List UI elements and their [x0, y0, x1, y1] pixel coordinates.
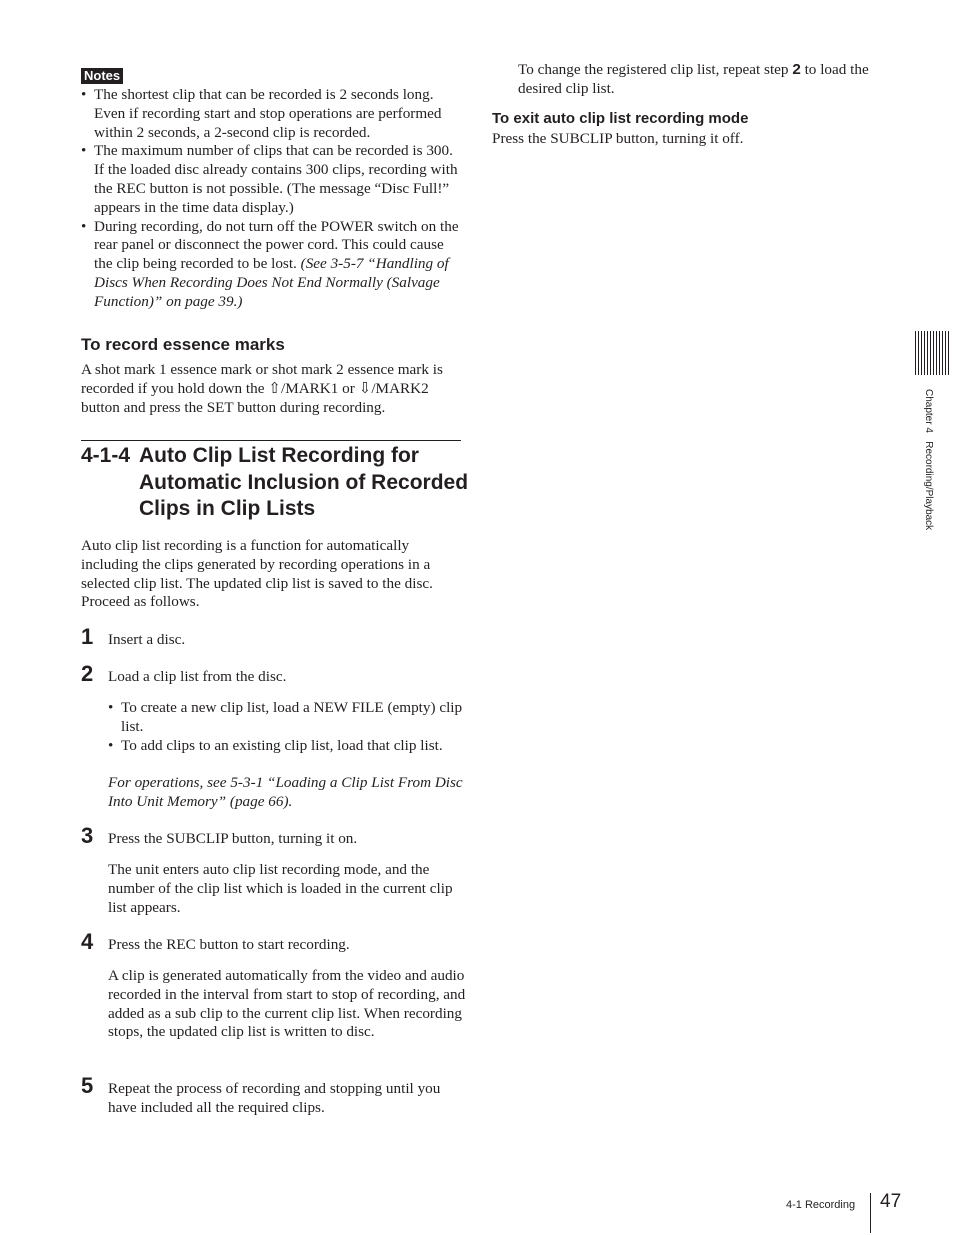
section-title: Auto Clip List Recording for Automatic Inclusion of Recorded Clips in Clip Lists: [139, 444, 469, 520]
change-clip-list-text: [518, 61, 878, 99]
note-text: The maximum number of clips that can be recorded is 300. If the loaded disc already contains 300 clips, recording with the REC button is not possible. (The message “Disc Full!” appears in the time data display.): [94, 142, 458, 216]
page-number: 47: [880, 1191, 902, 1212]
step-detail: The unit enters auto clip list recording mode, and the number of the clip list which is loaded in the current clip list appears.: [108, 861, 453, 916]
essence-marks-text: A shot mark 1 essence mark or shot mark 2 essence mark is recorded if you hold down the ⇧/MARK1 or ⇩/MARK2 button and press the SET button during recording.: [81, 361, 443, 416]
chapter-tab-marker: [915, 331, 950, 375]
list-item-text: To add clips to an existing clip list, load that clip list.: [121, 736, 443, 754]
notes-badge: Notes: [81, 68, 123, 84]
step-text: Press the REC button to start recording.: [108, 936, 350, 953]
step-detail: A clip is generated automatically from the video and audio recorded in the interval from start to stop of recording, and added as a sub clip to the current clip list. When recording stops, the updated clip list is written to disc.: [108, 967, 466, 1041]
notes-list: [81, 86, 463, 312]
section-number: 4-1-4: [81, 444, 131, 467]
section-rule: [81, 440, 461, 441]
step-reference: 2: [792, 61, 801, 78]
note-item: [81, 142, 463, 217]
step-bullet-list: [108, 699, 468, 755]
list-item: [108, 737, 468, 756]
step-note: For operations, see 5-3-1 “Loading a Clip List From Disc Into Unit Memory” (page 66).: [108, 774, 463, 810]
step-text: Repeat the process of recording and stopping until you have included all the required clips.: [108, 1080, 441, 1116]
footer-divider: [870, 1193, 871, 1233]
exit-mode-heading: To exit auto clip list recording mode: [492, 110, 749, 127]
note-cross-reference: (See 3-5-7 “Handling of Discs When Recording Does Not End Normally (Salvage Function)” on page 39.): [94, 255, 449, 310]
note-text: The shortest clip that can be recorded is 2 seconds long. Even if recording start and stop operations are performed within 2 seconds, a 2-second clip is recorded.: [94, 86, 442, 141]
section-intro: Auto clip list recording is a function for automatically including the clips generated by recording operations in a selected clip list. The updated clip list is saved to the disc. Proceed as follows.: [81, 537, 433, 611]
step-text: Insert a disc.: [108, 631, 186, 648]
list-item-text: To create a new clip list, load a NEW FILE (empty) clip list.: [121, 699, 463, 735]
step-number: 5: [81, 1073, 94, 1098]
change-text-start: To change the registered clip list, repeat step: [518, 61, 793, 78]
note-text: During recording, do not turn off the POWER switch on the rear panel or disconnect the power cord. This could cause the clip being recorded to be lost.: [94, 217, 459, 273]
step-number: 4: [81, 929, 94, 954]
step-number: 1: [81, 624, 94, 649]
step-text: Press the SUBCLIP button, turning it on.: [108, 830, 358, 847]
footer-section-label: 4-1 Recording: [786, 1199, 856, 1211]
step-text: Load a clip list from the disc.: [108, 668, 287, 685]
chapter-tab-label: Chapter 4 Recording/Playback: [923, 389, 934, 531]
exit-mode-text: Press the SUBCLIP button, turning it off.: [492, 130, 744, 147]
list-item: [108, 699, 468, 737]
step-number: 2: [81, 661, 94, 686]
note-item: [81, 218, 463, 312]
note-item: [81, 86, 463, 142]
step-number: 3: [81, 823, 94, 848]
essence-marks-heading: To record essence marks: [81, 335, 285, 354]
change-text-end: to load the desired clip list.: [518, 61, 869, 97]
